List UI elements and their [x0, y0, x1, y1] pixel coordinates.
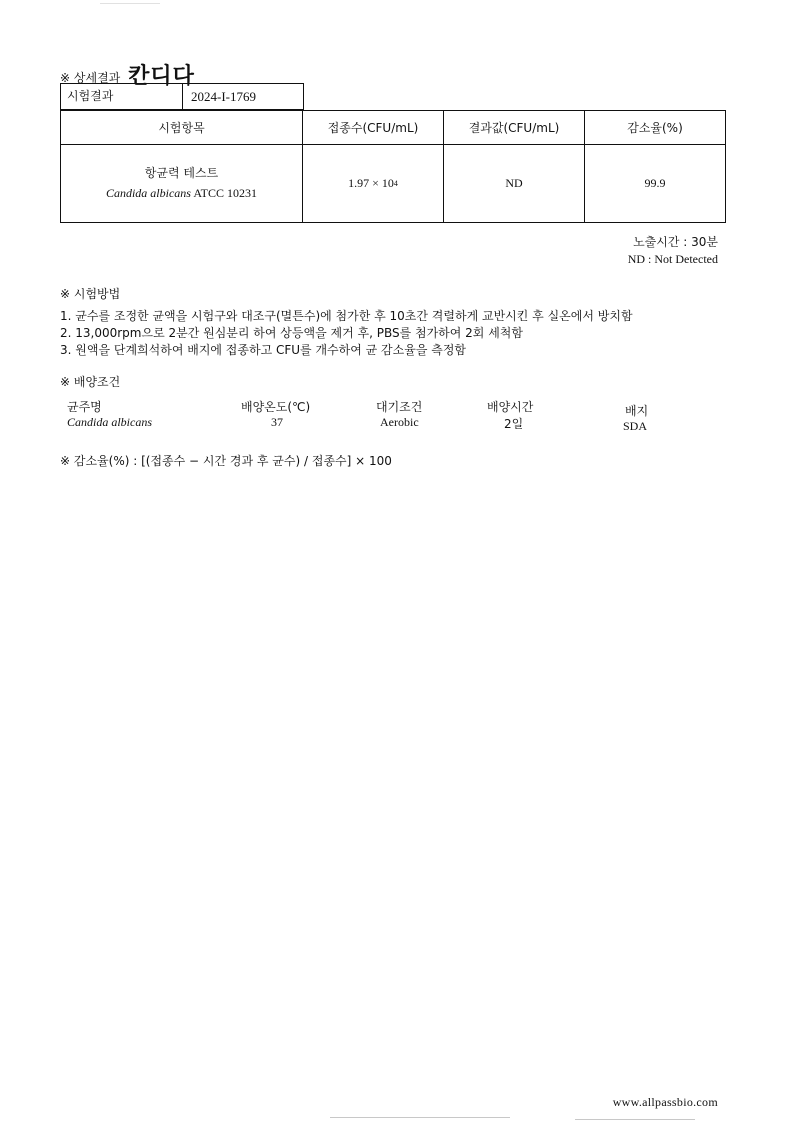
culture-value-medium: SDA	[623, 419, 648, 433]
results-data-row	[61, 144, 725, 222]
test-id-box	[60, 83, 304, 110]
culture-header-duration: 배양시간	[487, 400, 534, 414]
header-inoculum: 접종수(CFU/mL)	[303, 111, 444, 144]
culture-value-atmosphere: Aerobic	[380, 415, 419, 429]
strain-id: ATCC 10231	[193, 186, 258, 200]
culture-value-strain: Candida albicans	[67, 415, 153, 429]
inoculum-cell	[303, 144, 444, 222]
inoculum-mantissa: 1.97	[348, 175, 370, 190]
method-step: 1. 균수를 조정한 균액을 시험구와 대조구(멸튼수)에 첨가한 후 10초간 격렬하게 교반시킨 후 실온에서 방치함	[60, 309, 633, 323]
culture-header-atmosphere: 대기조건	[376, 400, 423, 414]
inoculum-times: ×	[372, 175, 379, 190]
results-header-row	[61, 111, 725, 145]
culture-header-medium: 배지	[625, 404, 649, 418]
culture-header-strain: 균주명	[67, 400, 102, 414]
result-cell: ND	[444, 144, 585, 222]
reference-mark: ※	[60, 71, 71, 85]
heading-label: 상세결과	[73, 71, 121, 85]
culture-header-temperature: 배양온도(℃)	[241, 400, 311, 414]
culture-value-duration: 2일	[504, 417, 524, 431]
scan-artifact-line	[575, 1119, 695, 1120]
test-item-title: 항균력 테스트	[144, 166, 219, 180]
culture-value-temperature: 37	[271, 415, 283, 429]
method-step: 3. 원액을 단계희석하여 배지에 접종하고 CFU를 개수하여 균 감소율을 측정함	[60, 343, 467, 357]
footer-website: www.allpassbio.com	[612, 1095, 718, 1109]
test-id-value: 2024-I-1769	[191, 89, 256, 104]
handwritten-heading: 칸디다	[128, 64, 195, 89]
exposure-time-note: 노출시간 : 30분	[633, 235, 718, 249]
scan-artifact-line	[330, 1117, 510, 1118]
organism-name: Candida albicans	[105, 186, 191, 200]
inoculum-exponent: 4	[393, 178, 398, 188]
reduction-cell: 99.9	[644, 175, 666, 190]
scan-artifact-line	[100, 3, 160, 4]
methods-title: ※ 시험방법	[60, 287, 121, 301]
header-result: 결과값(CFU/mL)	[444, 111, 585, 144]
method-step: 2. 13,000rpm으로 2분간 원심분리 하여 상등액을 제거 후, PBS를 첨가하여 2회 세척함	[60, 326, 523, 340]
culture-title: ※ 배양조건	[60, 375, 121, 389]
results-table	[60, 110, 726, 223]
test-item-cell	[61, 144, 303, 222]
test-id-label: 시험결과	[61, 84, 183, 109]
header-reduction: 감소율(%)	[627, 121, 683, 135]
header-test-item: 시험항목	[61, 111, 303, 144]
nd-definition-note: ND : Not Detected	[627, 252, 718, 266]
inoculum-base: 10	[381, 175, 394, 190]
reduction-formula: ※ 감소율(%) : [(접종수 − 시간 경과 후 균수) / 접종수] × 100	[60, 454, 392, 468]
